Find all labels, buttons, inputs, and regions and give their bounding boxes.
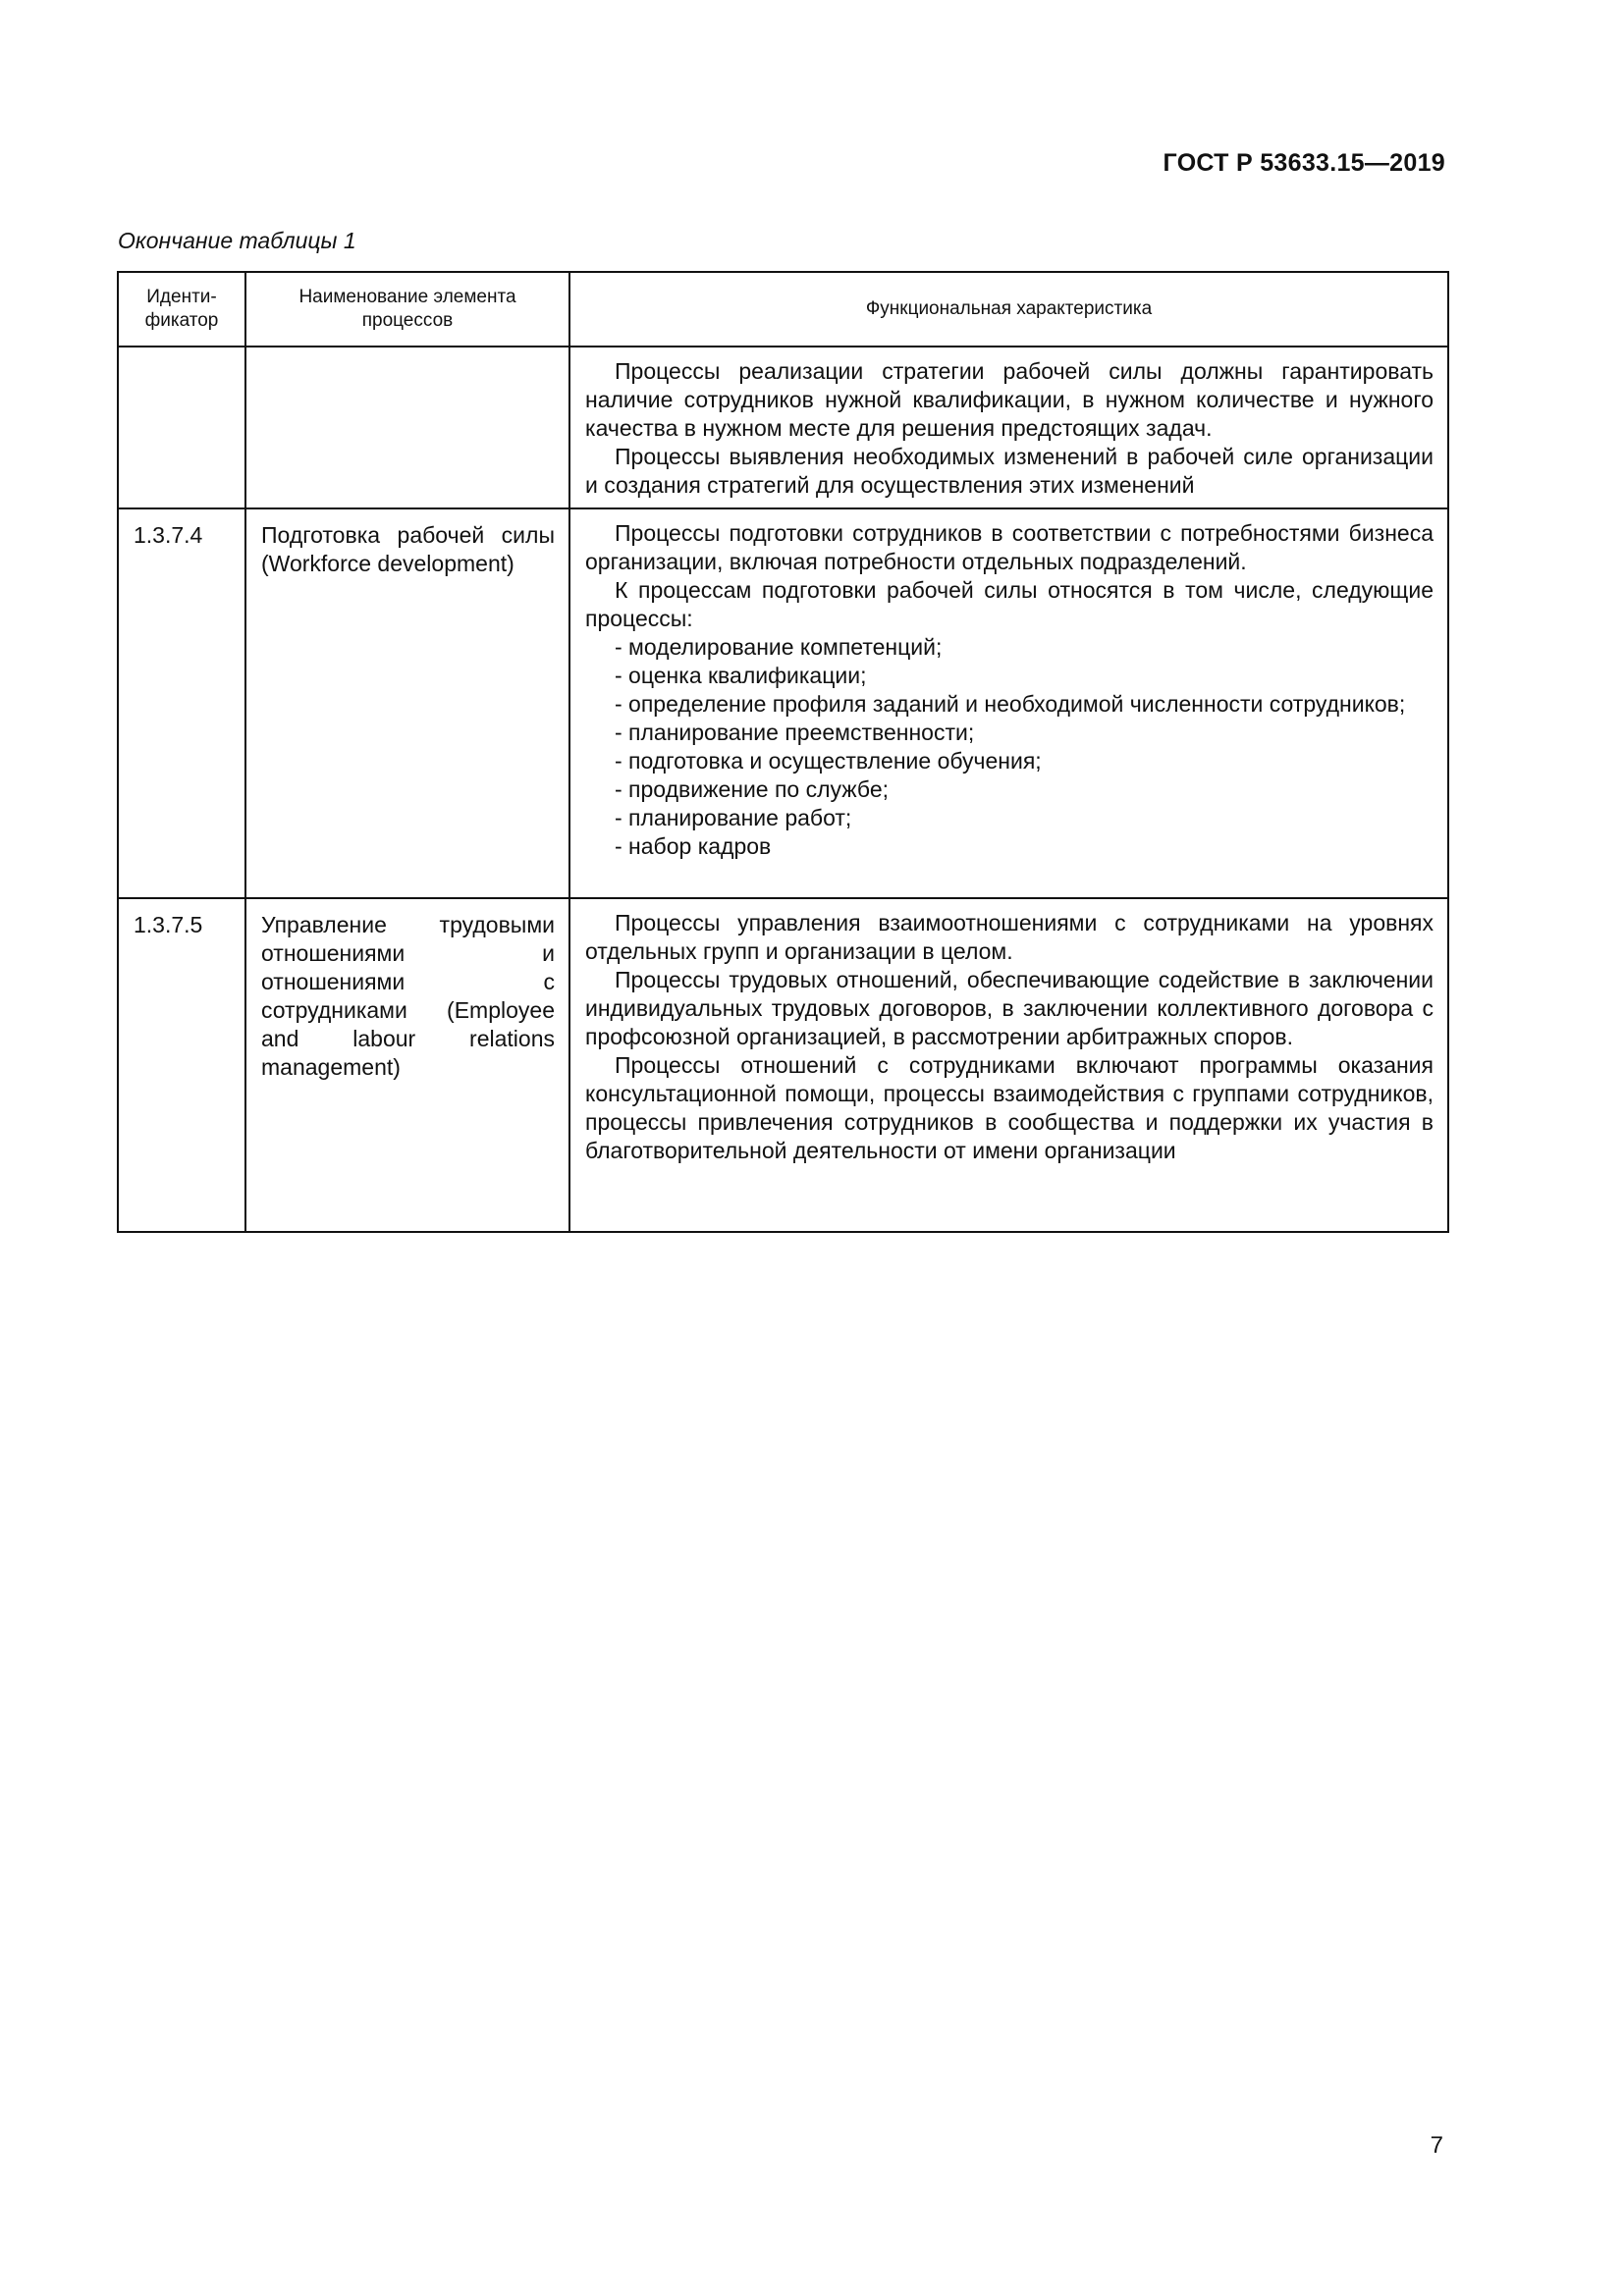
column-header-name-line2: процессов	[361, 310, 454, 331]
characteristic-list-item: - определение профиля заданий и необходимой численности сотрудников;	[615, 691, 1406, 717]
column-header-identifier-line2: фикатор	[144, 310, 219, 331]
row-name: Подготовка рабочей силы (Workforce development)	[245, 508, 569, 898]
characteristic-paragraph: Процессы управления взаимоотношениями с сотрудниками на уровнях отдельных групп и организации в целом.	[585, 910, 1434, 964]
row-identifier	[118, 347, 245, 508]
row-characteristic	[569, 508, 1448, 898]
characteristic-paragraph: Процессы выявления необходимых изменений в рабочей силе организации и создания стратегий для осуществления этих изменений	[585, 444, 1434, 498]
column-header-name-line1: Наименование элемента	[298, 287, 516, 307]
characteristic-paragraph: Процессы реализации стратегии рабочей силы должны гарантировать наличие сотрудников нужной квалификации, в нужном количестве и нужного качества в нужном месте для решения предстоящих задач.	[585, 358, 1434, 441]
characteristic-paragraph: Процессы трудовых отношений, обеспечивающие содействие в заключении индивидуальных трудовых договоров, в заключении коллективного договора с профсоюзной организацией, в рассмотрении арбитражных споров.	[585, 967, 1434, 1049]
characteristic-list-item: - продвижение по службе;	[615, 776, 890, 802]
characteristic-paragraph: К процессам подготовки рабочей силы относятся в том числе, следующие процессы:	[585, 577, 1434, 631]
process-table	[117, 271, 1449, 1233]
table-row	[118, 347, 1448, 508]
table-caption: Окончание таблицы 1	[118, 228, 356, 253]
page-number: 7	[1430, 2132, 1443, 2159]
characteristic-list-item: - моделирование компетенций;	[615, 634, 943, 660]
row-name	[245, 347, 569, 508]
characteristic-paragraph: Процессы подготовки сотрудников в соответствии с потребностями бизнеса организации, включая потребности отдельных подразделений.	[585, 520, 1434, 574]
column-header-identifier-line1: Иденти-	[146, 287, 217, 307]
characteristic-list-item: - планирование работ;	[615, 805, 852, 830]
column-header-identifier	[118, 272, 245, 347]
characteristic-list-item: - набор кадров	[615, 833, 772, 859]
table-row	[118, 508, 1448, 898]
row-characteristic	[569, 347, 1448, 508]
characteristic-list-item: - оценка квалификации;	[615, 663, 867, 688]
row-name: Управление трудовыми отношениями и отношениями с сотрудниками (Employee and labour relations management)	[245, 898, 569, 1232]
characteristic-paragraph: Процессы отношений с сотрудниками включают программы оказания консультационной помощи, процессы взаимодействия с группами сотрудников, процессы привлечения сотрудников в сообщества и поддержки их участия в благотворительной деятельности от имени организации	[585, 1052, 1434, 1163]
table-header-row	[118, 272, 1448, 347]
characteristic-list-item: - планирование преемственности;	[615, 720, 975, 745]
row-identifier: 1.3.7.5	[118, 898, 245, 1232]
row-identifier: 1.3.7.4	[118, 508, 245, 898]
table-row	[118, 898, 1448, 1232]
row-characteristic	[569, 898, 1448, 1232]
column-header-characteristic: Функциональная характеристика	[569, 272, 1448, 347]
document-code-header: ГОСТ Р 53633.15—2019	[1163, 149, 1445, 177]
column-header-name	[245, 272, 569, 347]
characteristic-list-item: - подготовка и осуществление обучения;	[615, 748, 1042, 774]
